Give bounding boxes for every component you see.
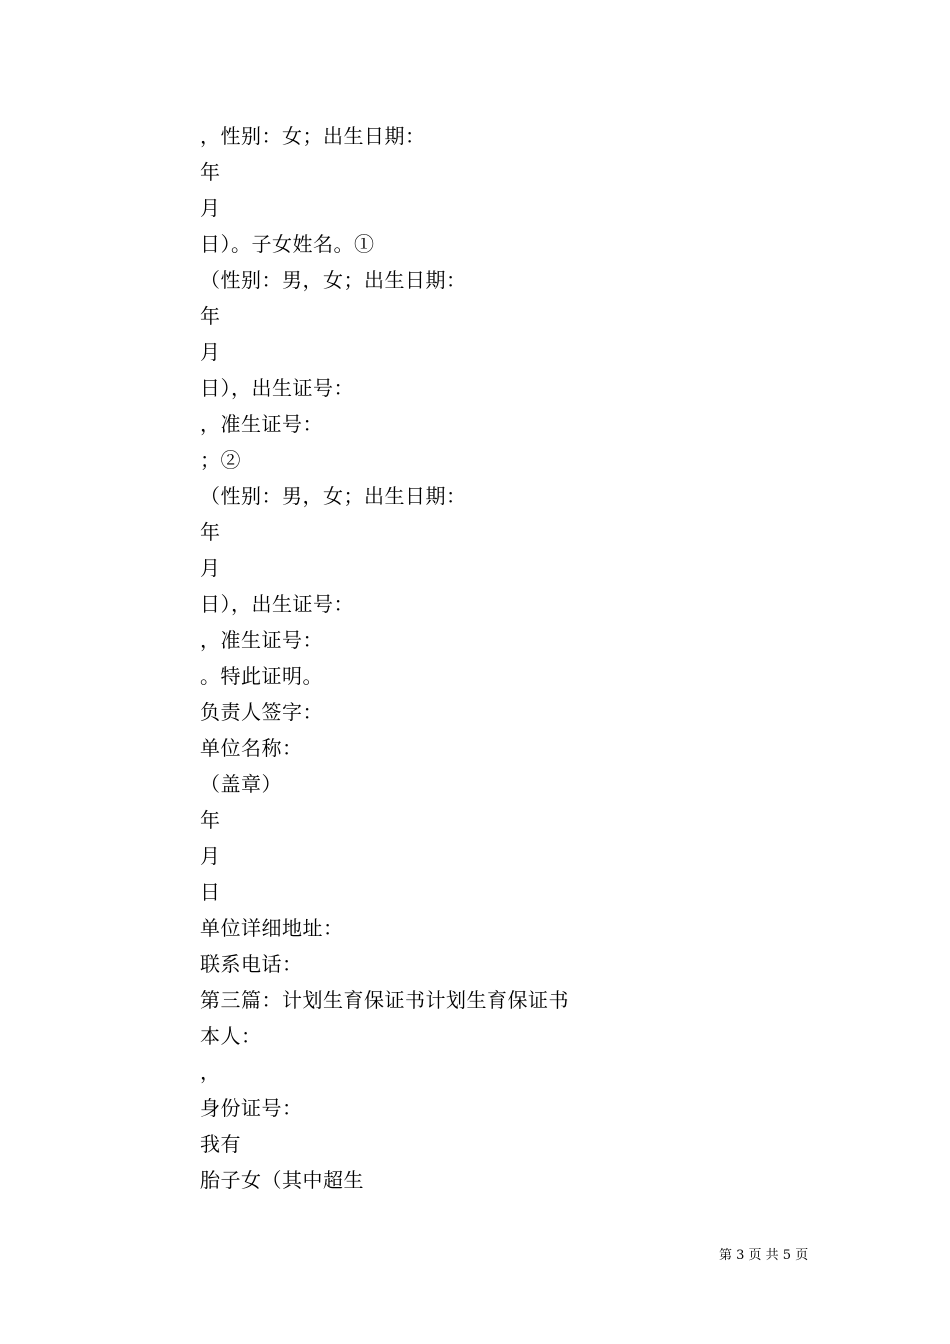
text-line: 年 <box>200 160 221 184</box>
text-line: 日）。子女姓名。① <box>200 232 375 256</box>
section-heading: 第三篇：计划生育保证书计划生育保证书 <box>200 988 569 1012</box>
text-line: 月 <box>200 556 221 580</box>
text-line: （性别：男，女；出生日期： <box>200 268 467 292</box>
text-line: 日），出生证号： <box>200 592 354 616</box>
text-line: ；② <box>200 448 241 472</box>
text-line: 。特此证明。 <box>200 664 323 688</box>
unit-name-label: 单位名称： <box>200 736 303 760</box>
text-line: ，性别：女；出生日期： <box>200 124 426 148</box>
contact-phone-label: 联系电话： <box>200 952 303 976</box>
text-line: 胎子女（其中超生 <box>200 1168 364 1192</box>
text-line: 年 <box>200 520 221 544</box>
page-number: 第 3 页 共 5 页 <box>719 1248 809 1263</box>
text-line: 本人： <box>200 1024 262 1048</box>
text-line: 月 <box>200 340 221 364</box>
signature-label: 负责人签字： <box>200 700 323 724</box>
id-number-label: 身份证号： <box>200 1096 303 1120</box>
text-line: 我有 <box>200 1132 241 1156</box>
text-line: 月 <box>200 844 221 868</box>
text-line: ，准生证号： <box>200 628 323 652</box>
seal-label: （盖章） <box>200 772 282 796</box>
text-line: （性别：男，女；出生日期： <box>200 484 467 508</box>
text-line: 日 <box>200 880 221 904</box>
unit-address-label: 单位详细地址： <box>200 916 344 940</box>
text-line: ，准生证号： <box>200 412 323 436</box>
text-line: 日），出生证号： <box>200 376 354 400</box>
document-body <box>200 118 760 1198</box>
text-line: ， <box>200 1060 221 1084</box>
text-line: 年 <box>200 808 221 832</box>
text-line: 年 <box>200 304 221 328</box>
text-line: 月 <box>200 196 221 220</box>
